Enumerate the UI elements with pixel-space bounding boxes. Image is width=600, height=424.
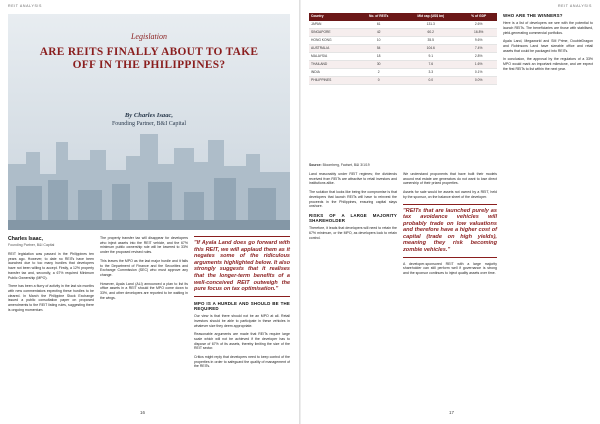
table-cell: 2.8% bbox=[460, 52, 497, 60]
left-column-3 bbox=[194, 236, 290, 414]
table-row bbox=[309, 68, 497, 76]
running-head: REIT ANALYSIS bbox=[557, 4, 592, 8]
subheading: RISKS OF A LARGE MAJORITY SHAREHOLDER bbox=[309, 212, 397, 224]
paragraph: The property transfer tax will disappear for developers who inject assets into the REIT vehicle, and the 67% minimum public ownership rule will be lowered to 33% under the proposed revised rules. bbox=[100, 236, 188, 255]
left-column-1 bbox=[8, 252, 94, 316]
table-cell: 0.0% bbox=[460, 76, 497, 84]
table-cell: 0.0 bbox=[401, 76, 460, 84]
table-row bbox=[309, 60, 497, 68]
table-cell: 0 bbox=[356, 76, 401, 84]
paragraph: Assets for sale would be assets not owned by a REIT, held by the sponsor, on the balance sheet of the developer. bbox=[403, 190, 497, 199]
byline-name: By Charles Isaac, bbox=[124, 112, 174, 119]
table-cell: 18 bbox=[356, 52, 401, 60]
byline bbox=[8, 112, 290, 128]
table-row bbox=[309, 76, 497, 84]
pull-quote: "REITs that are launched purely as tax avoidance vehicles will probably trade on low valuations and therefore have a higher cost of capital (trade on high yields), meaning they risk becoming zombie vehicles." bbox=[403, 207, 497, 254]
table-cell: THAILAND bbox=[309, 60, 356, 68]
table-row bbox=[309, 28, 497, 36]
paragraph: REIT legislation was passed in the Philippines ten years ago. However, to date no REITs have been launched due to too many hurdles that developers have not been willing to accept. Firstly, a 12% property transfer tax and, secondly, a 67% required Minimum Public Ownership (MPO). bbox=[8, 252, 94, 280]
table-header: No. of REITs bbox=[356, 13, 401, 21]
paragraph: Land reasonably under REIT regimes; the dividends received from REITs are attractive to retail investors and institutions alike. bbox=[309, 172, 397, 186]
paragraph: Our view is that there should not be an MPO at all. Retail investors should be able to participate in these vehicles in whatever size they deem appropriate. bbox=[194, 314, 290, 328]
paragraph: A developer-sponsored REIT with a large majority shareholder can still perform well if governance is strong and the sponsor continues to inject quality assets over time. bbox=[403, 261, 497, 276]
table-header: Country bbox=[309, 13, 356, 21]
table-cell: 2.6% bbox=[460, 21, 497, 29]
paragraph: Ayala Land, Megaworld and SM Prime, DoubleDragon and Robinsons Land have sizeable office and retail assets that could be packaged into REITs. bbox=[503, 39, 593, 53]
table-cell: INDIA bbox=[309, 68, 356, 76]
article-headline: ARE REITS FINALLY ABOUT TO TAKE OFF IN THE PHILIPPINES? bbox=[39, 46, 259, 71]
reit-market-table bbox=[309, 13, 497, 85]
paragraph: There has been a flurry of activity in the last six months with new commentators expecting these hurdles to be cleared. In March the Philippine Stock Exchange issued a public consultation paper on proposed amendments to the REIT listing rules, suggesting there is ongoing momentum. bbox=[8, 284, 94, 312]
table-cell: SINGAPORE bbox=[309, 28, 356, 36]
table-cell: 42 bbox=[356, 28, 401, 36]
table-cell: 2 bbox=[356, 68, 401, 76]
table-cell: 30 bbox=[356, 60, 401, 68]
table-cell: 1.6% bbox=[460, 60, 497, 68]
pull-quote-box bbox=[403, 204, 497, 258]
right-page bbox=[301, 0, 600, 424]
table-cell: 60.2 bbox=[401, 28, 460, 36]
table-header: % of GDP bbox=[460, 13, 497, 21]
table-cell: 3.3 bbox=[401, 68, 460, 76]
table-header: Mkt cap (US$ bn) bbox=[401, 13, 460, 21]
paragraph: In conclusion, the approval by the regulators of a 33% MPO would mark an important milestone, and we expect the first REITs to list within the next year. bbox=[503, 57, 593, 71]
table-cell: HONG KONG bbox=[309, 36, 356, 44]
right-column-2 bbox=[403, 172, 497, 280]
paragraph: We understand proponents that have built their models around real estate are generators do not want to lose direct ownership of their prized properties. bbox=[403, 172, 497, 186]
table-row bbox=[309, 44, 497, 52]
author-name: Charles Isaac, bbox=[8, 236, 43, 242]
running-head: REIT ANALYSIS bbox=[8, 4, 43, 8]
paragraph: Reasonable arguments are made that REITs require large scale which will not be achieved if the developer has to dispose of 67% of its assets, thereby limiting the size of the REIT sector. bbox=[194, 332, 290, 351]
table-cell: 0.1% bbox=[460, 68, 497, 76]
paragraph: Critics might reply that developers need to keep control of the properties in order to safeguard the quality of management of the REITs. bbox=[194, 355, 290, 369]
section-label: Legislation bbox=[130, 32, 167, 41]
page-number: 17 bbox=[449, 410, 455, 415]
table-source bbox=[309, 163, 370, 167]
table-cell: 9.1 bbox=[401, 52, 460, 60]
table-cell: 7.6 bbox=[401, 60, 460, 68]
subheading: WHO ARE THE WINNERS? bbox=[503, 13, 563, 18]
table-cell: 10 bbox=[356, 36, 401, 44]
table-cell: PHILIPPINES bbox=[309, 76, 356, 84]
left-column-2 bbox=[100, 236, 188, 304]
left-page bbox=[0, 0, 299, 424]
table-cell: JAPAN bbox=[309, 21, 356, 29]
table-row bbox=[309, 36, 497, 44]
paragraph: Here is a list of developers we see with the potential to launch REITs. The beneficiaries are those with stabilised, yield-generating commercial portfolios. bbox=[503, 21, 593, 35]
byline-role: Founding Partner, B&I Capital bbox=[111, 121, 187, 127]
paragraph: The solution that looks like being the compromise is that developers that launch REITs will have to reinvest the proceeds in the Philippines, ensuring capital stays onshore. bbox=[309, 190, 397, 209]
hero-image bbox=[8, 14, 290, 230]
table-cell: 131.3 bbox=[401, 21, 460, 29]
right-column-3 bbox=[503, 13, 593, 76]
page-number: 16 bbox=[140, 410, 146, 415]
table-cell: 35.5 bbox=[401, 36, 460, 44]
table-cell: 104.6 bbox=[401, 44, 460, 52]
paragraph: Therefore, it leads that developers will need to retain the 67% minimum, or the MPO, as developers look to retain control. bbox=[309, 226, 397, 240]
table-cell: AUSTRALIA bbox=[309, 44, 356, 52]
paragraph: This leaves the MPO as the last major hurdle and it falls to the Department of Finance and the Securities and Exchange Commission (SEC) who must approve any change. bbox=[100, 258, 188, 277]
pull-quote: "If Ayala Land does go forward with this REIT, we will applaud them as it negates some of the ridiculous arguments highlighted below. It also strongly suggests that it realises that the longer-term benefits of a well-conceived REIT outweigh the pure focus on tax optimisation." bbox=[194, 236, 290, 297]
subheading: MPO IS A HURDLE AND SHOULD BE THE REQUIRED bbox=[194, 300, 290, 311]
table-cell: 54 bbox=[356, 44, 401, 52]
table-cell: 9.6% bbox=[460, 36, 497, 44]
table-cell: MALAYSIA bbox=[309, 52, 356, 60]
table-cell: 16.8% bbox=[460, 28, 497, 36]
table-header-row bbox=[309, 13, 497, 21]
table-row bbox=[309, 21, 497, 29]
table-cell: 7.4% bbox=[460, 44, 497, 52]
source-label: Source: bbox=[309, 163, 322, 167]
right-column-1 bbox=[309, 172, 397, 244]
paragraph: However, Ayala Land (ALI) announced a plan to list its office assets in a REIT should the MPO come down to 33%, and other developers are reported to be waiting in the wings. bbox=[100, 281, 188, 300]
table-cell: 61 bbox=[356, 21, 401, 29]
author-role: Founding Partner, B&I Capital bbox=[8, 243, 55, 247]
source-text: Bloomberg, Factset, B&I 3/1/19 bbox=[322, 163, 370, 167]
table-row bbox=[309, 52, 497, 60]
